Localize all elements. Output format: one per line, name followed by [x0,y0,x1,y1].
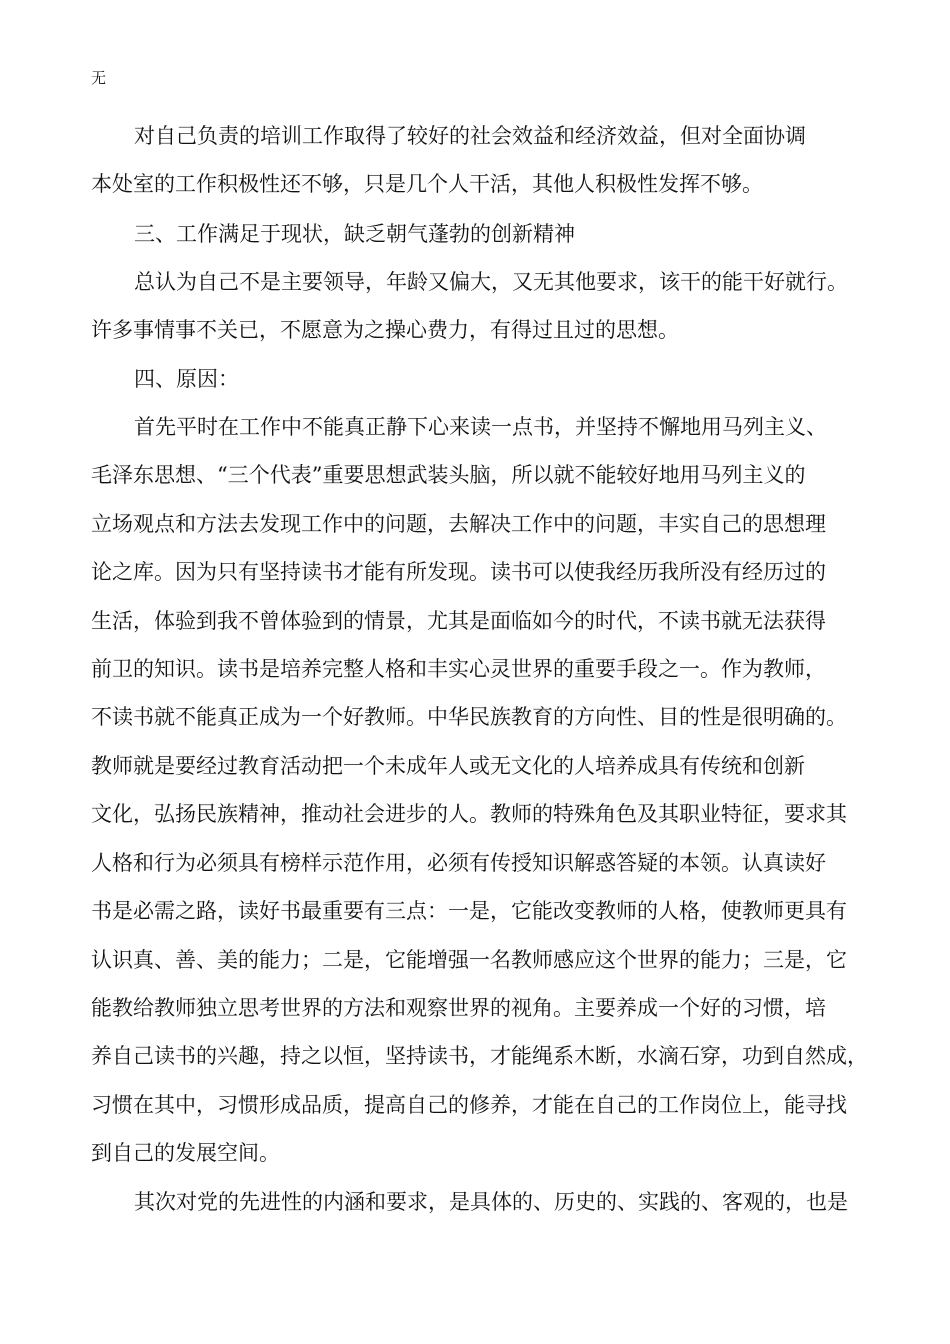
paragraph-line: 毛泽东思想、“三个代表”重要思想武装头脑，所以就不能较好地用马列主义的 [91,463,806,487]
paragraph-line: 对自己负责的培训工作取得了较好的社会效益和经济效益，但对全面协调 [134,124,806,148]
paragraph-line: 本处室的工作积极性还不够，只是几个人干活，其他人积极性发挥不够。 [91,172,763,196]
page-header-mark: 无 [91,69,107,87]
paragraph-line: 能教给教师独立思考世界的方法和观察世界的视角。主要养成一个好的习惯，培 [91,996,826,1020]
paragraph-line: 许多事情事不关已，不愿意为之操心费力，有得过且过的思想。 [91,318,679,342]
paragraph-line: 首先平时在工作中不能真正静下心来读一点书，并坚持不懈地用马列主义、 [134,415,827,439]
paragraph-line: 书是必需之路，读好书最重要有三点：一是，它能改变教师的人格，使教师更具有 [91,899,847,923]
paragraph-line: 论之库。因为只有坚持读书才能有所发现。读书可以使我经历我所没有经历过的 [91,560,826,584]
section-heading: 三、工作满足于现状，缺乏朝气蓬勃的创新精神 [134,222,575,246]
paragraph-line: 前卫的知识。读书是培养完整人格和丰实心灵世界的重要手段之一。作为教师， [91,657,826,681]
paragraph-line: 立场观点和方法去发现工作中的问题，去解决工作中的问题，丰实自己的思想理 [91,512,826,536]
paragraph-line: 不读书就不能真正成为一个好教师。中华民族教育的方向性、目的性是很明确的。 [91,705,847,729]
paragraph-line: 养自己读书的兴趣，持之以恒，坚持读书，才能绳系木断，水滴石穿，功到自然成， [91,1044,868,1068]
paragraph-line: 教师就是要经过教育活动把一个未成年人或无文化的人培养成具有传统和创新 [91,754,805,778]
paragraph-line: 习惯在其中，习惯形成品质，提高自己的修养，才能在自己的工作岗位上，能寻找 [91,1093,847,1117]
paragraph-line: 人格和行为必须具有榜样示范作用，必须有传授知识解惑答疑的本领。认真读好 [91,851,826,875]
section-heading: 四、原因： [134,367,239,391]
paragraph-line: 总认为自己不是主要领导，年龄又偏大，又无其他要求，该干的能干好就行。 [134,270,848,294]
paragraph-line: 其次对党的先进性的内涵和要求，是具体的、历史的、实践的、客观的，也是 [134,1190,848,1214]
paragraph-line: 认识真、善、美的能力；二是，它能增强一名教师感应这个世界的能力；三是，它 [91,948,847,972]
paragraph-line: 生活，体验到我不曾体验到的情景，尤其是面临如今的时代，不读书就无法获得 [91,609,826,633]
paragraph-line: 文化，弘扬民族精神，推动社会进步的人。教师的特殊角色及其职业特征，要求其 [91,802,847,826]
paragraph-line: 到自己的发展空间。 [91,1141,280,1165]
